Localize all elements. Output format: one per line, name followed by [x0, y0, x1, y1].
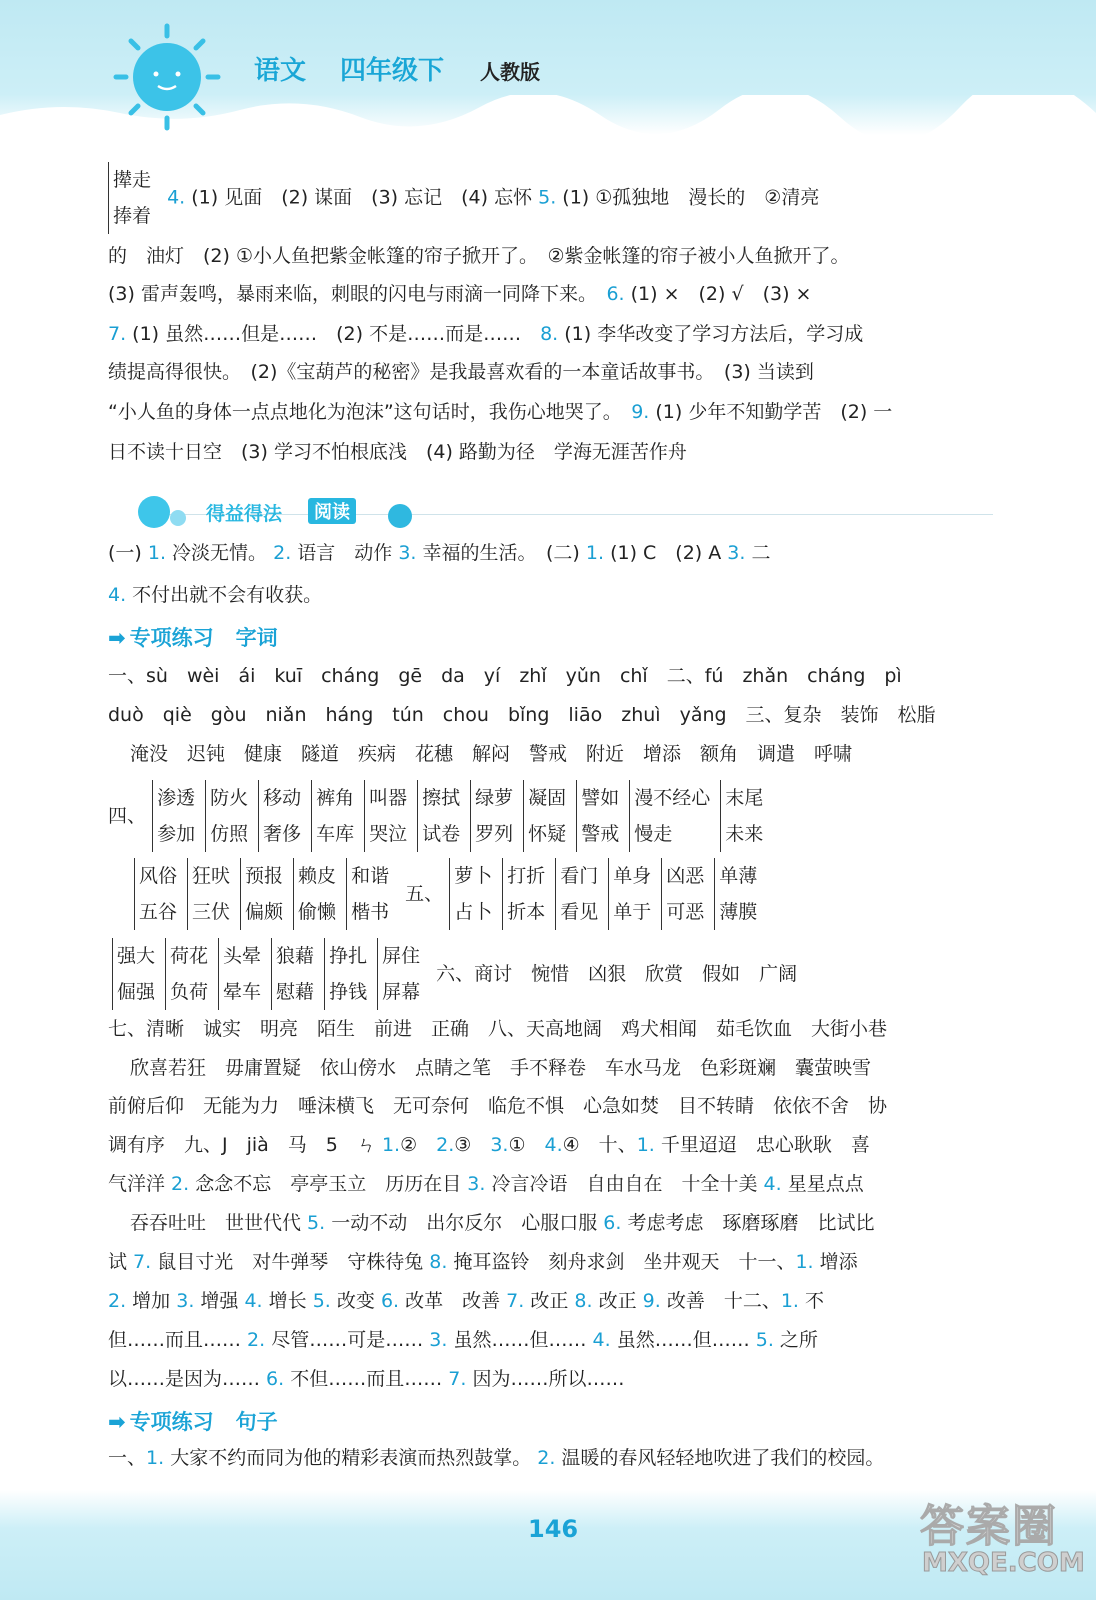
words-section-heading: ➡ 专项练习 字词: [108, 626, 278, 650]
reading-line: 4. 不付出就不会有收获。: [108, 584, 323, 606]
answer-line: 日不读十日空 (3) 学习不怕根底浅 (4) 路勤为径 学海无涯苦作舟: [108, 441, 687, 463]
word-pair: 绿萝 罗列: [470, 780, 513, 852]
word-pair: 强大 倔强: [112, 938, 155, 1010]
banner-title: 得益得法: [206, 503, 283, 525]
sentences-section-heading: ➡ 专项练习 句子: [108, 1410, 278, 1434]
words-pairs-row: 强大 倔强 荷花 负荷 头晕 晕车 狼藉 慰藉 挣扎 挣钱 屏住 屏幕 六、商讨 惋惜 凶狠 欣赏 假如 广阔: [112, 938, 797, 1010]
word-pair: 和谐 楷书: [346, 858, 389, 930]
subject-title: 语文: [254, 56, 307, 86]
answer-line: “小人鱼的身体一点点地化为泡沫”这句话时，我伤心地哭了。 9. (1) 少年不知勤学苦 (2) 一: [108, 401, 893, 423]
word-pair: 风俗 五谷: [134, 858, 177, 930]
watermark-url: MXQE.COM: [922, 1548, 1085, 1578]
word-pair: 单身 单于: [608, 858, 651, 930]
words-pairs-row: 风俗 五谷 狂吠 三伏 预报 偏颇 赖皮 偷懒 和谐 楷书 五、 萝卜 占卜 打折 折本 看门 看见 单身 单于 凶恶 可恶 单薄 薄膜: [134, 858, 767, 930]
sun-icon: [112, 22, 222, 132]
reading-banner: [108, 496, 993, 532]
word-pair: 漫不经心 慢走: [629, 780, 710, 852]
banner-dot: [388, 504, 412, 528]
answer-line: 7. (1) 虽然……但是…… (2) 不是……而是…… 8. (1) 李华改变了学习方法后，学习成: [108, 323, 864, 345]
word-pair: 预报 偏颇: [240, 858, 283, 930]
words-line: 但……而且…… 2. 尽管……可是…… 3. 虽然……但…… 4. 虽然……但…… 5. 之所: [108, 1329, 818, 1351]
words-line: duò qiè gòu niǎn háng tún chou bǐng liāo zhuì yǎng 三、复杂 装饰 松脂: [108, 704, 936, 726]
word-pair: 裤角 车库: [311, 780, 354, 852]
banner-tag: 阅读: [308, 498, 356, 524]
word-pair: 荷花 负荷: [165, 938, 208, 1010]
answer-line: 撵走 捧着 4. (1) 见面 (2) 谋面 (3) 忘记 (4) 忘怀 5. (1) ①孤独地 漫长的 ②清亮: [108, 162, 819, 234]
words-line: 气洋洋 2. 念念不忘 亭亭玉立 历历在目 3. 冷言冷语 自由自在 十全十美 4. 星星点点: [108, 1173, 864, 1195]
word-pair: 擦拭 试卷: [417, 780, 460, 852]
words-line: 欣喜若狂 毋庸置疑 依山傍水 点睛之笔 手不释卷 车水马龙 色彩斑斓 囊萤映雪: [130, 1057, 872, 1079]
edition-title: 人教版: [480, 60, 540, 84]
words-line: 淹没 迟钝 健康 隧道 疾病 花穗 解闷 警戒 附近 增添 额角 调遣 呼啸: [130, 743, 853, 765]
word-pair: 赖皮 偷懒: [293, 858, 336, 930]
words-line: 七、清晰 诚实 明亮 陌生 前进 正确 八、天高地阔 鸡犬相闻 茹毛饮血 大街小巷: [108, 1018, 888, 1040]
word-pair: 狼藉 慰藉: [271, 938, 314, 1010]
sentences-line: 一、1. 大家不约而同为他的精彩表演而热烈鼓掌。 2. 温暖的春风轻轻地吹进了我们的校园。: [108, 1447, 885, 1469]
word-pair: 狂吠 三伏: [187, 858, 230, 930]
word-pair: 移动 奢侈: [258, 780, 301, 852]
page-header: [0, 0, 1096, 135]
word-pair: 头晕 晕车: [218, 938, 261, 1010]
reading-line: (一) 1. 冷淡无情。 2. 语言 动作 3. 幸福的生活。 (二) 1. (1) C (2) A 3. 二: [108, 542, 771, 564]
word-pair: 凶恶 可恶: [661, 858, 704, 930]
word-pair: 防火 仿照: [205, 780, 248, 852]
word-pair: 萝卜 占卜: [449, 858, 492, 930]
arrow-right-icon: ➡: [108, 1410, 126, 1434]
words-pairs-row: 四、 渗透 参加 防火 仿照 移动 奢侈 裤角 车库 叫器 哭泣 擦拭 试卷 绿萝 罗列 凝固 怀疑 譬如 警戒 漫不经心 慢走 末尾 未来: [108, 780, 773, 852]
words-line: 以……是因为…… 6. 不但……而且…… 7. 因为……所以……: [108, 1368, 625, 1390]
word-pair: 叫器 哭泣: [364, 780, 407, 852]
answer-line: 绩提高得很快。 (2)《宝葫芦的秘密》是我最喜欢看的一本童话故事书。 (3) 当读到: [108, 361, 814, 383]
word-pair: 单薄 薄膜: [714, 858, 757, 930]
word-pair: 譬如 警戒: [576, 780, 619, 852]
word-pair: 凝固 怀疑: [523, 780, 566, 852]
word-pair: 末尾 未来: [720, 780, 763, 852]
words-line: 一、sù wèi ái kuī cháng gē da yí zhǐ yǔn chǐ 二、fú zhǎn cháng pì: [108, 665, 902, 687]
word-pair: 打折 折本: [502, 858, 545, 930]
words-line: 2. 增加 3. 增强 4. 增长 5. 改变 6. 改革 改善 7. 改正 8. 改正 9. 改善 十二、1. 不: [108, 1290, 825, 1312]
arrow-right-icon: ➡: [108, 626, 126, 650]
word-pair: 看门 看见: [555, 858, 598, 930]
word-pair: 屏住 屏幕: [377, 938, 420, 1010]
answer-line: (3) 雷声轰鸣，暴雨来临，刺眼的闪电与雨滴一同降下来。 6. (1) × (2) √ (3) ×: [108, 283, 812, 305]
words-line: 调有序 九、J jià 马 5 ㄣ 1.② 2.③ 3.① 4.④ 十、1. 千里迢迢 忠心耿耿 喜: [108, 1134, 870, 1156]
banner-dot: [138, 496, 170, 528]
word-pair: 渗透 参加: [152, 780, 195, 852]
watermark-logo: 答案圈: [920, 1501, 1058, 1552]
words-line: 吞吞吐吐 世世代代 5. 一动不动 出尔反尔 心服口服 6. 考虑考虑 琢磨琢磨 比试比: [130, 1212, 875, 1234]
word-pair: 挣扎 挣钱: [324, 938, 367, 1010]
page-number: 146: [528, 1515, 579, 1543]
words-line: 前俯后仰 无能为力 唾沫横飞 无可奈何 临危不惧 心急如焚 目不转睛 依依不舍 协: [108, 1095, 888, 1117]
words-line: 试 7. 鼠目寸光 对牛弹琴 守株待兔 8. 掩耳盗铃 刻舟求剑 坐井观天 十一、1. 增添: [108, 1251, 858, 1273]
word-pair: 撵走 捧着: [108, 162, 151, 234]
grade-title: 四年级下: [340, 56, 445, 86]
watermark: [920, 1490, 1085, 1590]
banner-dot: [170, 510, 186, 526]
answer-line: 的 油灯 (2) ①小人鱼把紫金帐篷的帘子掀开了。 ②紫金帐篷的帘子被小人鱼掀开了。: [108, 245, 850, 267]
